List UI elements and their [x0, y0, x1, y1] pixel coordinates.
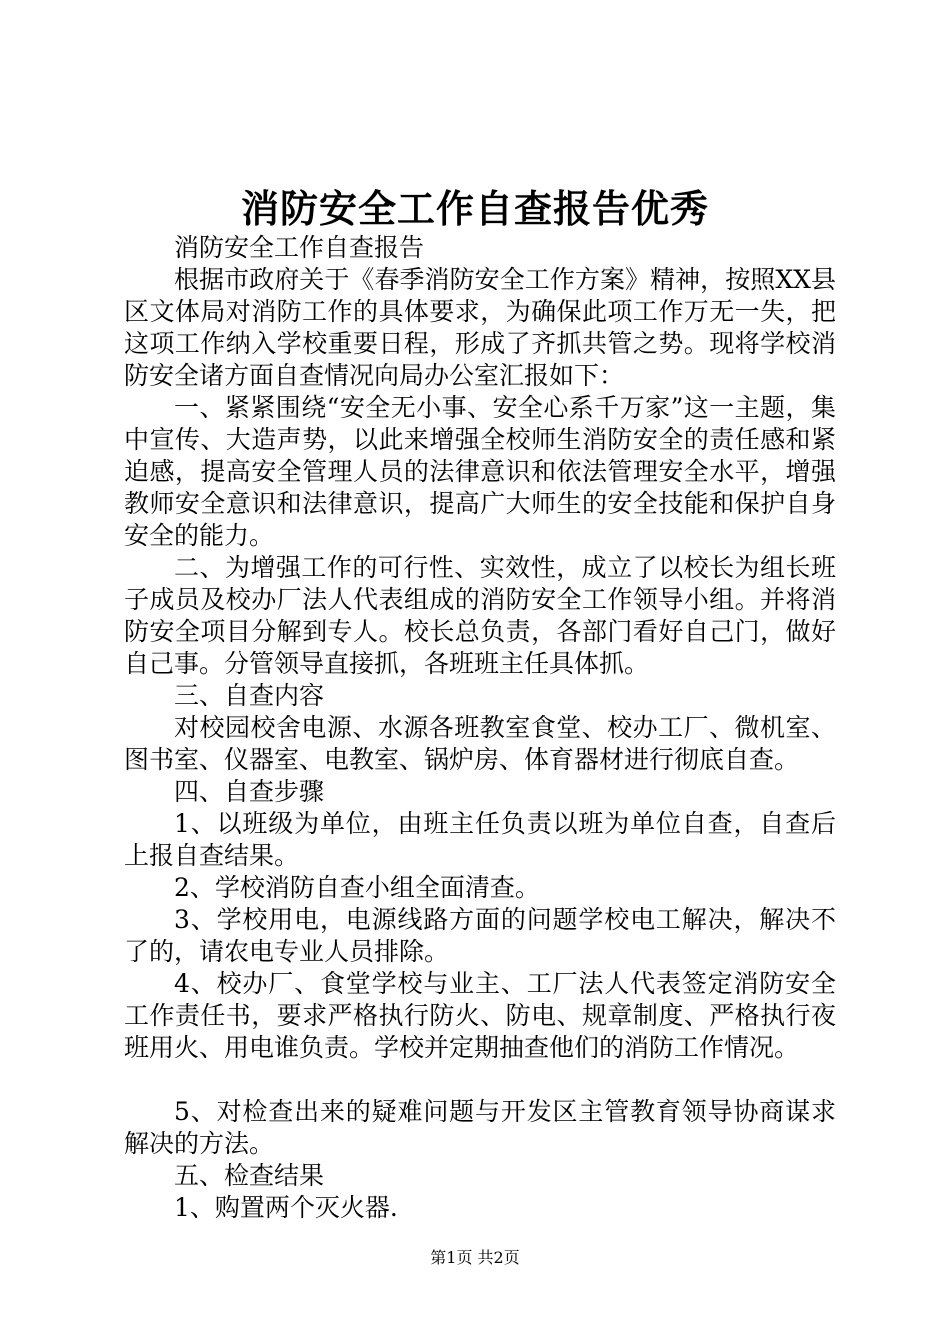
document-body: [124, 232, 836, 1224]
paragraph-section-1: 一、紧紧围绕“安全无小事、安全心系千万家”这一主题，集中宣传、大造声势，以此来增强全校师生消防安全的责任感和紧迫感，提高安全管理人员的法律意识和依法管理安全水平，增强教师安全意识和法律意识，提高广大师生的安全技能和保护自身安全的能力。: [124, 393, 836, 550]
section-5-heading: 五、检查结果: [174, 1161, 325, 1190]
page-footer: 第1页 共2页: [430, 1248, 520, 1267]
step-3: 3、学校用电，电源线路方面的问题学校电工解决，解决不了的，请农电专业人员排除。: [124, 905, 836, 966]
paragraph-heading: 消防安全工作自查报告: [174, 233, 425, 262]
step-4: 4、校办厂、食堂学校与业主、工厂法人代表签定消防安全工作责任书，要求严格执行防火、防电、规章制度、严格执行夜班用火、用电谁负责。学校并定期抽查他们的消防工作情况。: [124, 969, 836, 1062]
step-2: 2、学校消防自查小组全面清查。: [174, 873, 540, 902]
section-4-heading: 四、自查步骤: [174, 777, 325, 806]
document-title: 消防安全工作自查报告优秀: [240, 186, 709, 231]
step-5: 5、对检查出来的疑难问题与开发区主管教育领导协商谋求解决的方法。: [124, 1097, 836, 1158]
step-1: 1、以班级为单位，由班主任负责以班为单位自查，自查后上报自查结果。: [124, 809, 836, 870]
paragraph-section-2: 二、为增强工作的可行性、实效性，成立了以校长为组长班子成员及校办厂法人代表组成的消防安全工作领导小组。并将消防安全项目分解到专人。校长总负责，各部门看好自己门，做好自己事。分管领导直接抓，各班班主任具体抓。: [124, 553, 836, 678]
section-3-heading: 三、自查内容: [174, 681, 325, 710]
paragraph-intro: 根据市政府关于《春季消防安全工作方案》精神，按照XX县区文体局对消防工作的具体要求，为确保此项工作万无一失，把这项工作纳入学校重要日程，形成了齐抓共管之势。现将学校消防安全诸方面自查情况向局办公室汇报如下：: [124, 265, 836, 390]
result-1: 1、购置两个灭火器.: [174, 1193, 398, 1222]
paragraph-section-3: 对校园校舍电源、水源各班教室食堂、校办工厂、微机室、图书室、仪器室、电教室、锅炉房、体育器材进行彻底自查。: [124, 713, 836, 774]
